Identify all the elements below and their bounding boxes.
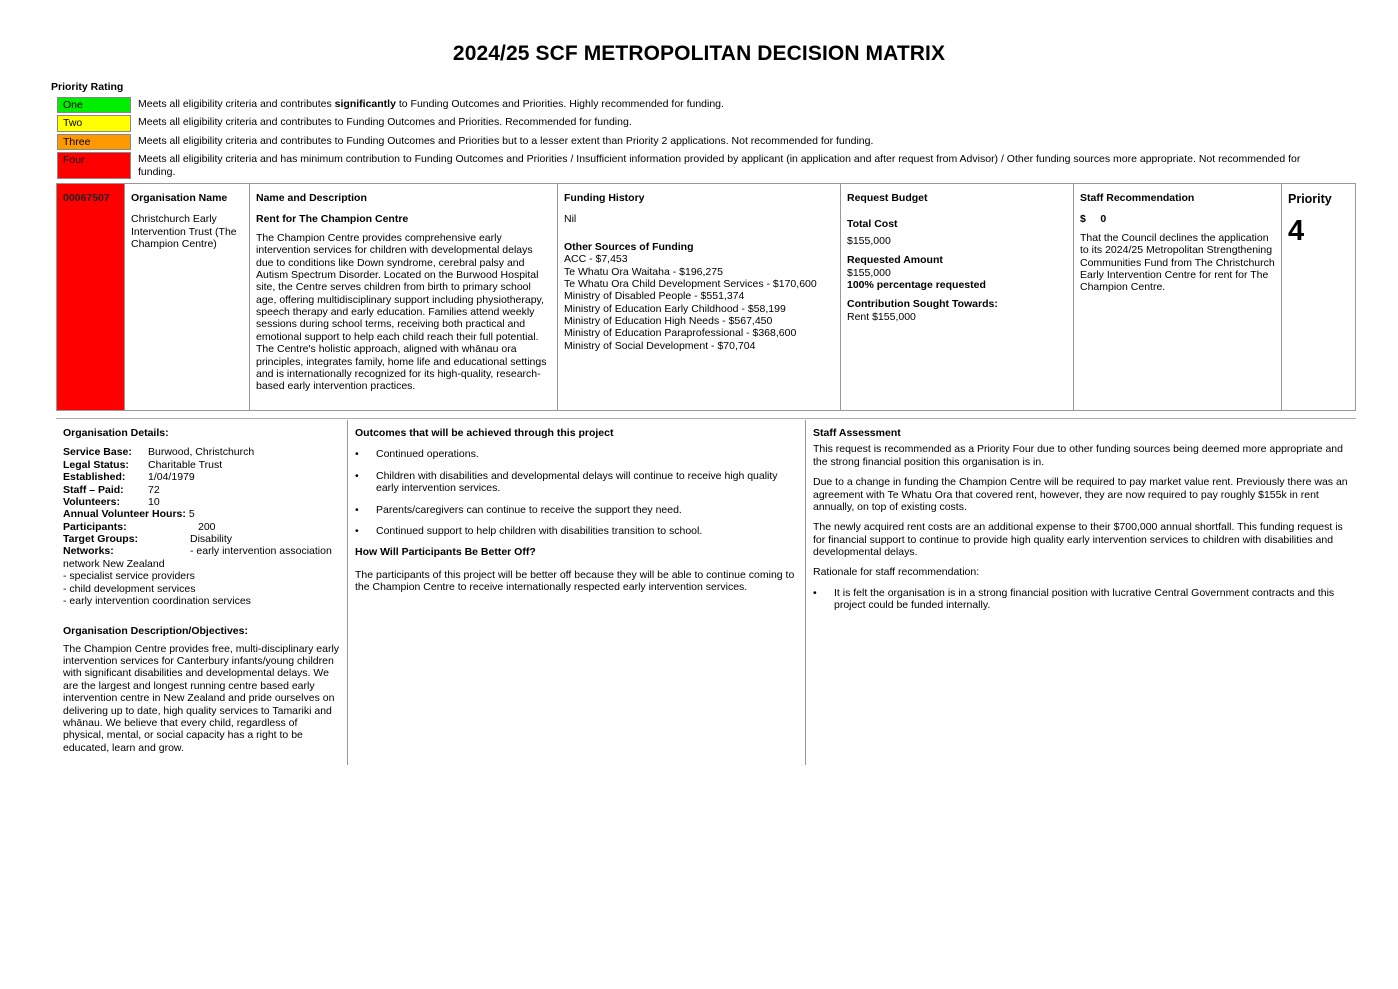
other-source-item: Ministry of Social Development - $70,704 — [564, 339, 756, 352]
funding-history-heading: Funding History — [564, 192, 645, 204]
other-source-item: Ministry of Education Early Childhood - $58,199 — [564, 302, 786, 315]
other-source-item: Te Whatu Ora Waitaha - $196,275 — [564, 265, 723, 278]
outcomes-heading: Outcomes that will be achieved through this project — [355, 427, 614, 439]
other-sources-heading: Other Sources of Funding — [564, 240, 694, 253]
rationale-list — [813, 587, 1349, 612]
staff-recommendation-text: That the Council declines the application to its 2024/25 Metropolitan Strengthening Communities Fund from The Christchurch Early Intervention Centre for rent for The Champion Centre. — [1080, 231, 1275, 294]
network-item: - specialist service providers — [63, 570, 195, 583]
priority-legend-row — [57, 134, 1307, 150]
priority-swatch-four: Four — [57, 152, 131, 179]
priority-value: 4 — [1288, 214, 1305, 247]
total-cost-label: Total Cost — [847, 218, 898, 231]
priority-heading: Priority — [1288, 192, 1332, 206]
outcomes-list — [355, 448, 798, 537]
staff-recommendation-cell — [1074, 184, 1282, 410]
detail-row: Staff – Paid: 72 — [63, 483, 160, 496]
project-description: The Champion Centre provides comprehensive early intervention services for children with developmental delays due to conditions like Down syndrome, cerebral palsy and Autism Spectrum Disorder. Located on the Burwood Hospital site, the Centre serves children from birth to primary school age, offering multidisciplinary support including physiotherapy, speech therapy and early education. Families attend weekly sessions during school terms, receiving both practical and emotional support to help each child reach their full potential. The Centre's holistic approach, aligned with whānau ora principles, integrates family, home life and educational settings and is internationally recognized for its high-quality, research-based early intervention practices. — [256, 231, 547, 393]
staff-assessment-heading: Staff Assessment — [813, 427, 901, 439]
project-name: Rent for The Champion Centre — [256, 213, 409, 226]
application-id: 00067507 — [57, 184, 125, 410]
priority-rating-legend — [57, 97, 1307, 181]
rationale-label: Rationale for staff recommendation: — [813, 566, 980, 579]
request-budget-cell — [841, 184, 1074, 410]
detail-row: Service Base: Burwood, Christchurch — [63, 446, 255, 459]
priority-swatch-one: One — [57, 97, 131, 113]
other-source-item: ACC - $7,453 — [564, 253, 628, 266]
priority-swatch-two: Two — [57, 115, 131, 131]
assessment-paragraph: The newly acquired rent costs are an additional expense to their $700,000 annual shortfall. This funding request is for financial support to continue to provide high quality early intervention services to children with disabilities and developmental delays. — [813, 521, 1343, 558]
section-divider — [56, 418, 1356, 419]
network-item: - child development services — [63, 582, 196, 595]
detail-row: Legal Status: Charitable Trust — [63, 458, 223, 471]
detail-row: Volunteers: 10 — [63, 495, 160, 508]
staff-recommendation-heading: Staff Recommendation — [1080, 192, 1195, 204]
staff-assessment-column — [806, 420, 1356, 765]
requested-amount-label: Requested Amount — [847, 254, 943, 267]
other-source-item: Ministry of Education Paraprofessional - $368,600 — [564, 327, 797, 340]
other-source-item: Te Whatu Ora Child Development Services - $170,600 — [564, 277, 817, 290]
requested-amount-value: $155,000 — [847, 266, 891, 279]
other-source-item: Ministry of Education High Needs - $567,450 — [564, 315, 773, 327]
priority-desc-one: Meets all eligibility criteria and contributes significantly to Funding Outcomes and Priorities. Highly recommended for funding. — [138, 98, 724, 110]
organisation-details-column — [56, 420, 348, 765]
priority-desc-two: Meets all eligibility criteria and contributes to Funding Outcomes and Priorities. Recommended for funding. — [138, 116, 632, 129]
page-title: 2024/25 SCF METROPOLITAN DECISION MATRIX — [452, 42, 946, 65]
better-off-heading: How Will Participants Be Better Off? — [355, 546, 536, 559]
organisation-name-cell — [125, 184, 250, 410]
organisation-description-heading: Organisation Description/Objectives: — [63, 625, 248, 638]
outcome-item: • Parents/caregivers can continue to receive the support they need. — [355, 504, 798, 516]
better-off-text: The participants of this project will be better off because they will be able to continue coming to the Champion Centre to receive internationally respected early intervention services. — [355, 568, 795, 593]
detail-row: Networks: - early intervention association — [63, 545, 332, 558]
network-item: - early intervention coordination services — [63, 594, 251, 607]
priority-desc-three: Meets all eligibility criteria and contributes to Funding Outcomes and Priorities but to a lesser extent than Priority 2 applications. Not recommended for funding. — [138, 134, 874, 147]
staff-recommendation-amount: $ 0 — [1080, 213, 1107, 226]
other-source-item: Ministry of Disabled People - $551,374 — [564, 290, 745, 303]
total-cost-value: $155,000 — [847, 234, 891, 247]
assessment-paragraph: Due to a change in funding the Champion Centre will be required to pay market value rent. Previously there was an agreement with Te Whatu Ora that covered rent, however, they are now required to pay roughly $155k in rent annually, on top of existing costs. — [813, 476, 1348, 513]
priority-legend-row — [57, 152, 1307, 179]
name-description-cell — [250, 184, 558, 410]
request-budget-heading: Request Budget — [847, 192, 928, 204]
assessment-paragraph: This request is recommended as a Priority Four due to other funding sources being deemed more appropriate and the strong financial position this organisation is in. — [813, 443, 1343, 468]
details-section — [56, 420, 1356, 765]
funding-history-value: Nil — [564, 213, 577, 226]
network-item: network New Zealand — [63, 557, 165, 570]
detail-row: Annual Volunteer Hours: 5 — [63, 508, 195, 521]
detail-row: Participants: 200 — [63, 520, 216, 533]
detail-row: Target Groups: Disability — [63, 533, 233, 545]
priority-legend-row — [57, 97, 1307, 113]
priority-legend-row — [57, 115, 1307, 131]
funding-history-cell — [558, 184, 841, 410]
priority-cell — [1282, 184, 1355, 410]
organisation-description: The Champion Centre provides free, multi-disciplinary early intervention services for Canterbury infants/young children with significant disabilities and developmental delays. We are the largest and longest running centre based early intervention centre in New Zealand and pride ourselves on delivering up to date, high quality services to Tamariki and whānau. We believe that every child, regardless of physical, mental, or social capacity has a right to be educated, learn and grow. — [63, 642, 340, 754]
name-description-heading: Name and Description — [256, 192, 367, 204]
outcomes-column — [348, 420, 806, 765]
priority-swatch-three: Three — [57, 134, 131, 150]
decision-matrix-row — [56, 183, 1356, 411]
rationale-item: • It is felt the organisation is in a strong financial position with lucrative Central Government contracts and this project could be funded internally. — [813, 587, 1349, 612]
contribution-value: Rent $155,000 — [847, 310, 916, 323]
outcome-item: • Continued support to help children with disabilities transition to school. — [355, 525, 798, 537]
organisation-details-heading: Organisation Details: — [63, 427, 169, 439]
outcome-item: • Continued operations. — [355, 448, 798, 460]
percentage-requested: 100% percentage requested — [847, 278, 986, 291]
organisation-name: Christchurch Early Intervention Trust (The Champion Centre) — [131, 213, 237, 251]
contribution-label: Contribution Sought Towards: — [847, 298, 998, 311]
priority-desc-four: Meets all eligibility criteria and has minimum contribution to Funding Outcomes and Priorities / Insufficient information provided by applicant (in application and after request from Advisor) / Other funding sources more appropriate. Not recommended for funding. — [138, 153, 1301, 178]
organisation-name-heading: Organisation Name — [131, 192, 228, 204]
detail-row: Established: 1/04/1979 — [63, 471, 195, 484]
outcome-item: • Children with disabilities and developmental delays will continue to receive high quality early intervention services. — [355, 470, 798, 495]
priority-rating-heading: Priority Rating — [51, 81, 124, 93]
